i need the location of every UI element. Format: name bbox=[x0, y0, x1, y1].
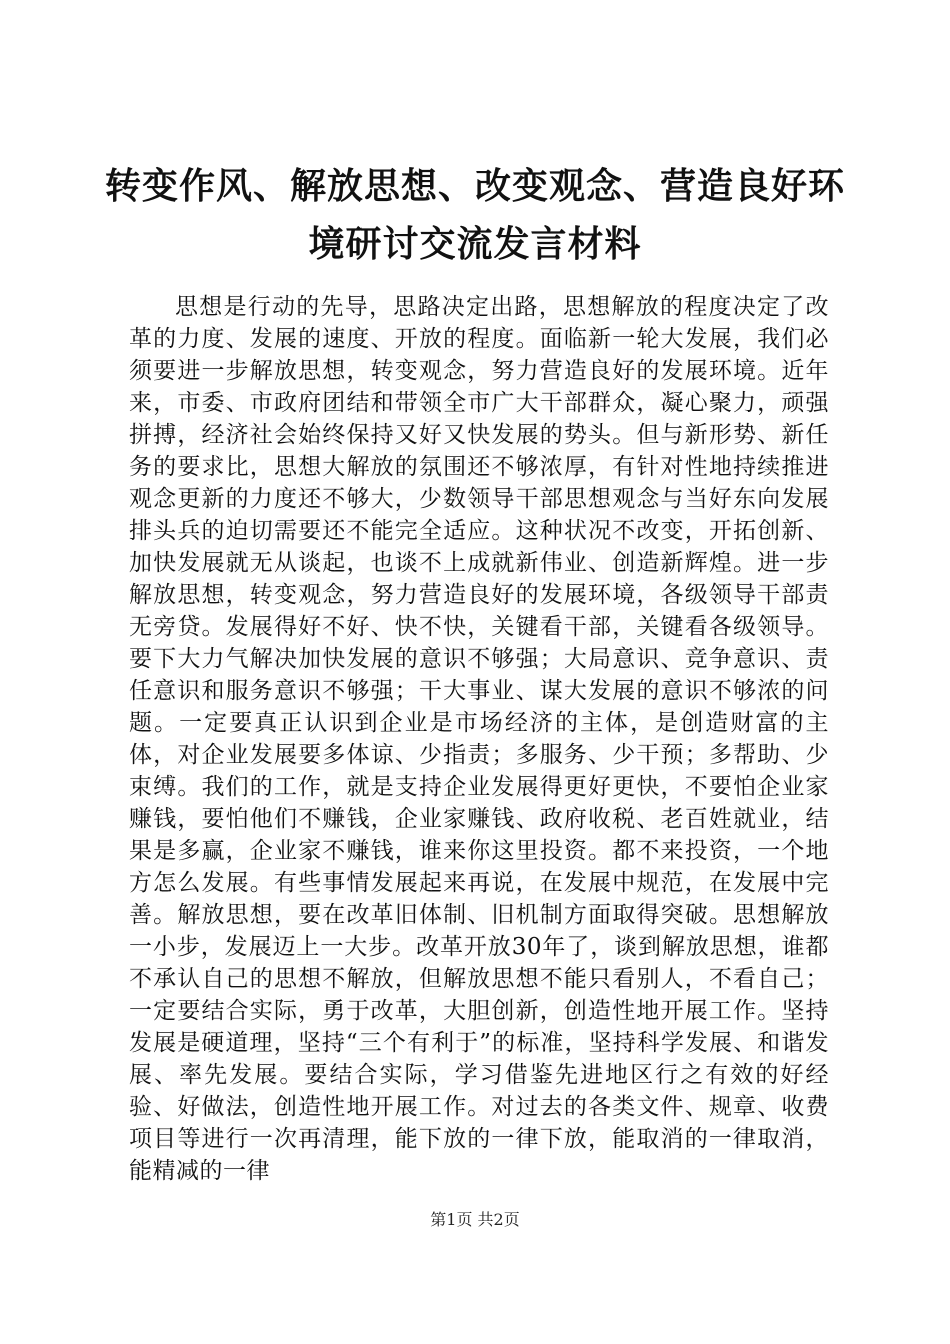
page-number-footer: 第1页 共2页 bbox=[430, 1210, 520, 1229]
document-body-paragraph: 思想是行动的先导，思路决定出路，思想解放的程度决定了改革的力度、发展的速度、开放的程度。面临新一轮大发展，我们必须要进一步解放思想，转变观念，努力营造良好的发展环境。近年来，市委、市政府团结和带领全市广大干部群众，凝心聚力，顽强拼搏，经济社会始终保持又好又快发展的势头。但与新形势、新任务的要求比，思想大解放的氛围还不够浓厚，有针对性地持续推进观念更新的力度还不够大，少数领导干部思想观念与当好东向发展排头兵的迫切需要还不能完全适应。这种状况不改变，开拓创新、加快发展就无从谈起，也谈不上成就新伟业、创造新辉煌。进一步解放思想，转变观念，努力营造良好的发展环境，各级领导干部责无旁贷。发展得好不好、快不快，关键看干部，关键看各级领导。要下大力气解决加快发展的意识不够强；大局意识、竞争意识、责任意识和服务意识不够强；干大事业、谋大发展的意识不够浓的问题。一定要真正认识到企业是市场经济的主体，是创造财富的主体，对企业发展要多体谅、少指责；多服务、少干预；多帮助、少束缚。我们的工作，就是支持企业发展得更好更快，不要怕企业家赚钱，要怕他们不赚钱，企业家赚钱、政府收税、老百姓就业，结果是多赢，企业家不赚钱，谁来你这里投资。都不来投资，一个地方怎么发展。有些事情发展起来再说，在发展中规范，在发展中完善。解放思想，要在改革旧体制、旧机制方面取得突破。思想解放一小步，发展迈上一大步。改革开放30年了，谈到解放思想，谁都不承认自己的思想不解放，但解放思想不能只看别人，不看自己；一定要结合实际，勇于改革，大胆创新，创造性地开展工作。坚持发展是硬道理，坚持“三个有利于”的标准，坚持科学发展、和谐发展、率先发展。要结合实际，学习借鉴先进地区行之有效的好经验、好做法，创造性地开展工作。对过去的各类文件、规章、收费项目等进行一次再清理，能下放的一律下放，能取消的一律取消，能精减的一律 bbox=[129, 294, 829, 1184]
document-title-line-1: 转变作风、解放思想、改变观念、营造良好环 bbox=[104, 165, 845, 207]
document-title-line-2: 境研讨交流发言材料 bbox=[308, 223, 642, 265]
